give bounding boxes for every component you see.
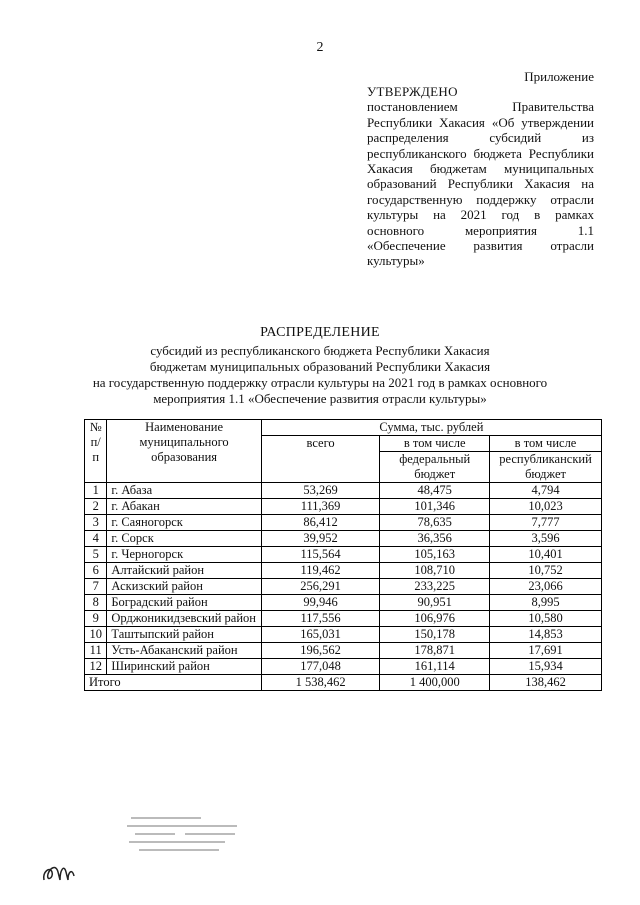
row-total: 165,031 <box>261 627 380 643</box>
subheading-line: бюджетам муниципальных образований Республики Хакасия <box>149 359 491 374</box>
table-row <box>85 659 602 675</box>
table-row <box>85 563 602 579</box>
municipality-name: г. Саяногорск <box>107 515 261 531</box>
municipality-name: Боградский район <box>107 595 261 611</box>
row-federal: 101,346 <box>380 499 490 515</box>
row-total: 177,048 <box>261 659 380 675</box>
row-republic: 17,691 <box>490 643 602 659</box>
row-number: 8 <box>85 595 107 611</box>
municipality-name: Орджоникидзевский район <box>107 611 261 627</box>
municipality-name: г. Абаза <box>107 483 261 499</box>
header-name: Наименование муниципального образования <box>107 420 261 483</box>
row-number: 4 <box>85 531 107 547</box>
row-federal: 90,951 <box>380 595 490 611</box>
document-heading: РАСПРЕДЕЛЕНИЕ <box>260 325 380 340</box>
row-republic: 10,023 <box>490 499 602 515</box>
row-federal: 233,225 <box>380 579 490 595</box>
row-total: 39,952 <box>261 531 380 547</box>
row-republic: 10,580 <box>490 611 602 627</box>
row-number: 7 <box>85 579 107 595</box>
row-federal: 36,356 <box>380 531 490 547</box>
row-total: 196,562 <box>261 643 380 659</box>
approval-text: постановлением Правительства Республики Хакасия «Об утверждении распределения субсидий из республиканского бюджета Республики Хакасия бюджетам муниципальных образований Республики Хакасия на государственную поддержку отрасли культуры на 2021 год в рамках основного мероприятия 1.1 «Обеспечение развития отрасли культуры» <box>367 99 594 269</box>
row-republic: 14,853 <box>490 627 602 643</box>
row-number: 11 <box>85 643 107 659</box>
row-republic: 10,401 <box>490 547 602 563</box>
table-row <box>85 643 602 659</box>
header-including-republic: в том числе <box>490 436 602 452</box>
page-number: 2 <box>316 40 324 55</box>
total-federal: 1 400,000 <box>380 675 490 691</box>
municipality-name: Усть-Абаканский район <box>107 643 261 659</box>
row-republic: 15,934 <box>490 659 602 675</box>
row-total: 86,412 <box>261 515 380 531</box>
header-num: № п/п <box>85 420 107 483</box>
row-number: 3 <box>85 515 107 531</box>
row-federal: 105,163 <box>380 547 490 563</box>
row-republic: 23,066 <box>490 579 602 595</box>
row-total: 256,291 <box>261 579 380 595</box>
table-row <box>85 547 602 563</box>
row-republic: 3,596 <box>490 531 602 547</box>
municipality-name: Ширинский район <box>107 659 261 675</box>
stamp-mark <box>125 813 243 857</box>
row-total: 99,946 <box>261 595 380 611</box>
row-federal: 178,871 <box>380 643 490 659</box>
row-number: 9 <box>85 611 107 627</box>
row-federal: 78,635 <box>380 515 490 531</box>
municipality-name: Таштыпский район <box>107 627 261 643</box>
row-federal: 161,114 <box>380 659 490 675</box>
row-number: 12 <box>85 659 107 675</box>
table-row <box>85 611 602 627</box>
row-federal: 150,178 <box>380 627 490 643</box>
row-number: 6 <box>85 563 107 579</box>
row-federal: 48,475 <box>380 483 490 499</box>
row-total: 53,269 <box>261 483 380 499</box>
row-number: 1 <box>85 483 107 499</box>
municipality-name: Алтайский район <box>107 563 261 579</box>
table-row <box>85 483 602 499</box>
row-number: 5 <box>85 547 107 563</box>
header-republic: республиканский бюджет <box>490 452 602 483</box>
total-sum: 1 538,462 <box>261 675 380 691</box>
row-federal: 108,710 <box>380 563 490 579</box>
row-number: 10 <box>85 627 107 643</box>
table-row <box>85 531 602 547</box>
total-row <box>85 675 602 691</box>
row-republic: 4,794 <box>490 483 602 499</box>
header-total: всего <box>261 436 380 483</box>
municipality-name: Аскизский район <box>107 579 261 595</box>
row-republic: 8,995 <box>490 595 602 611</box>
document-subheading <box>80 343 560 407</box>
row-number: 2 <box>85 499 107 515</box>
total-label: Итого <box>85 675 262 691</box>
table-row <box>85 515 602 531</box>
header-including-federal: в том числе <box>380 436 490 452</box>
total-republic: 138,462 <box>490 675 602 691</box>
table-row <box>85 499 602 515</box>
header-sum: Сумма, тыс. рублей <box>261 420 601 436</box>
appendix-label: Приложение <box>524 69 594 84</box>
row-republic: 10,752 <box>490 563 602 579</box>
row-total: 111,369 <box>261 499 380 515</box>
signature <box>38 850 78 890</box>
row-total: 119,462 <box>261 563 380 579</box>
table-row <box>85 579 602 595</box>
table-row <box>85 595 602 611</box>
municipality-name: г. Черногорск <box>107 547 261 563</box>
approval-title: УТВЕРЖДЕНО <box>367 84 458 99</box>
subheading-line: субсидий из республиканского бюджета Республики Хакасия <box>150 343 490 358</box>
municipality-name: г. Сорск <box>107 531 261 547</box>
subheading-line: на государственную поддержку отрасли культуры на 2021 год в рамках основного <box>92 375 548 390</box>
municipality-name: г. Абакан <box>107 499 261 515</box>
approval-block <box>367 84 594 269</box>
distribution-table <box>84 419 602 691</box>
subheading-line: мероприятия 1.1 «Обеспечение развития отрасли культуры» <box>153 391 487 406</box>
row-federal: 106,976 <box>380 611 490 627</box>
header-federal: федеральный бюджет <box>380 452 490 483</box>
row-republic: 7,777 <box>490 515 602 531</box>
table-row <box>85 627 602 643</box>
row-total: 117,556 <box>261 611 380 627</box>
row-total: 115,564 <box>261 547 380 563</box>
